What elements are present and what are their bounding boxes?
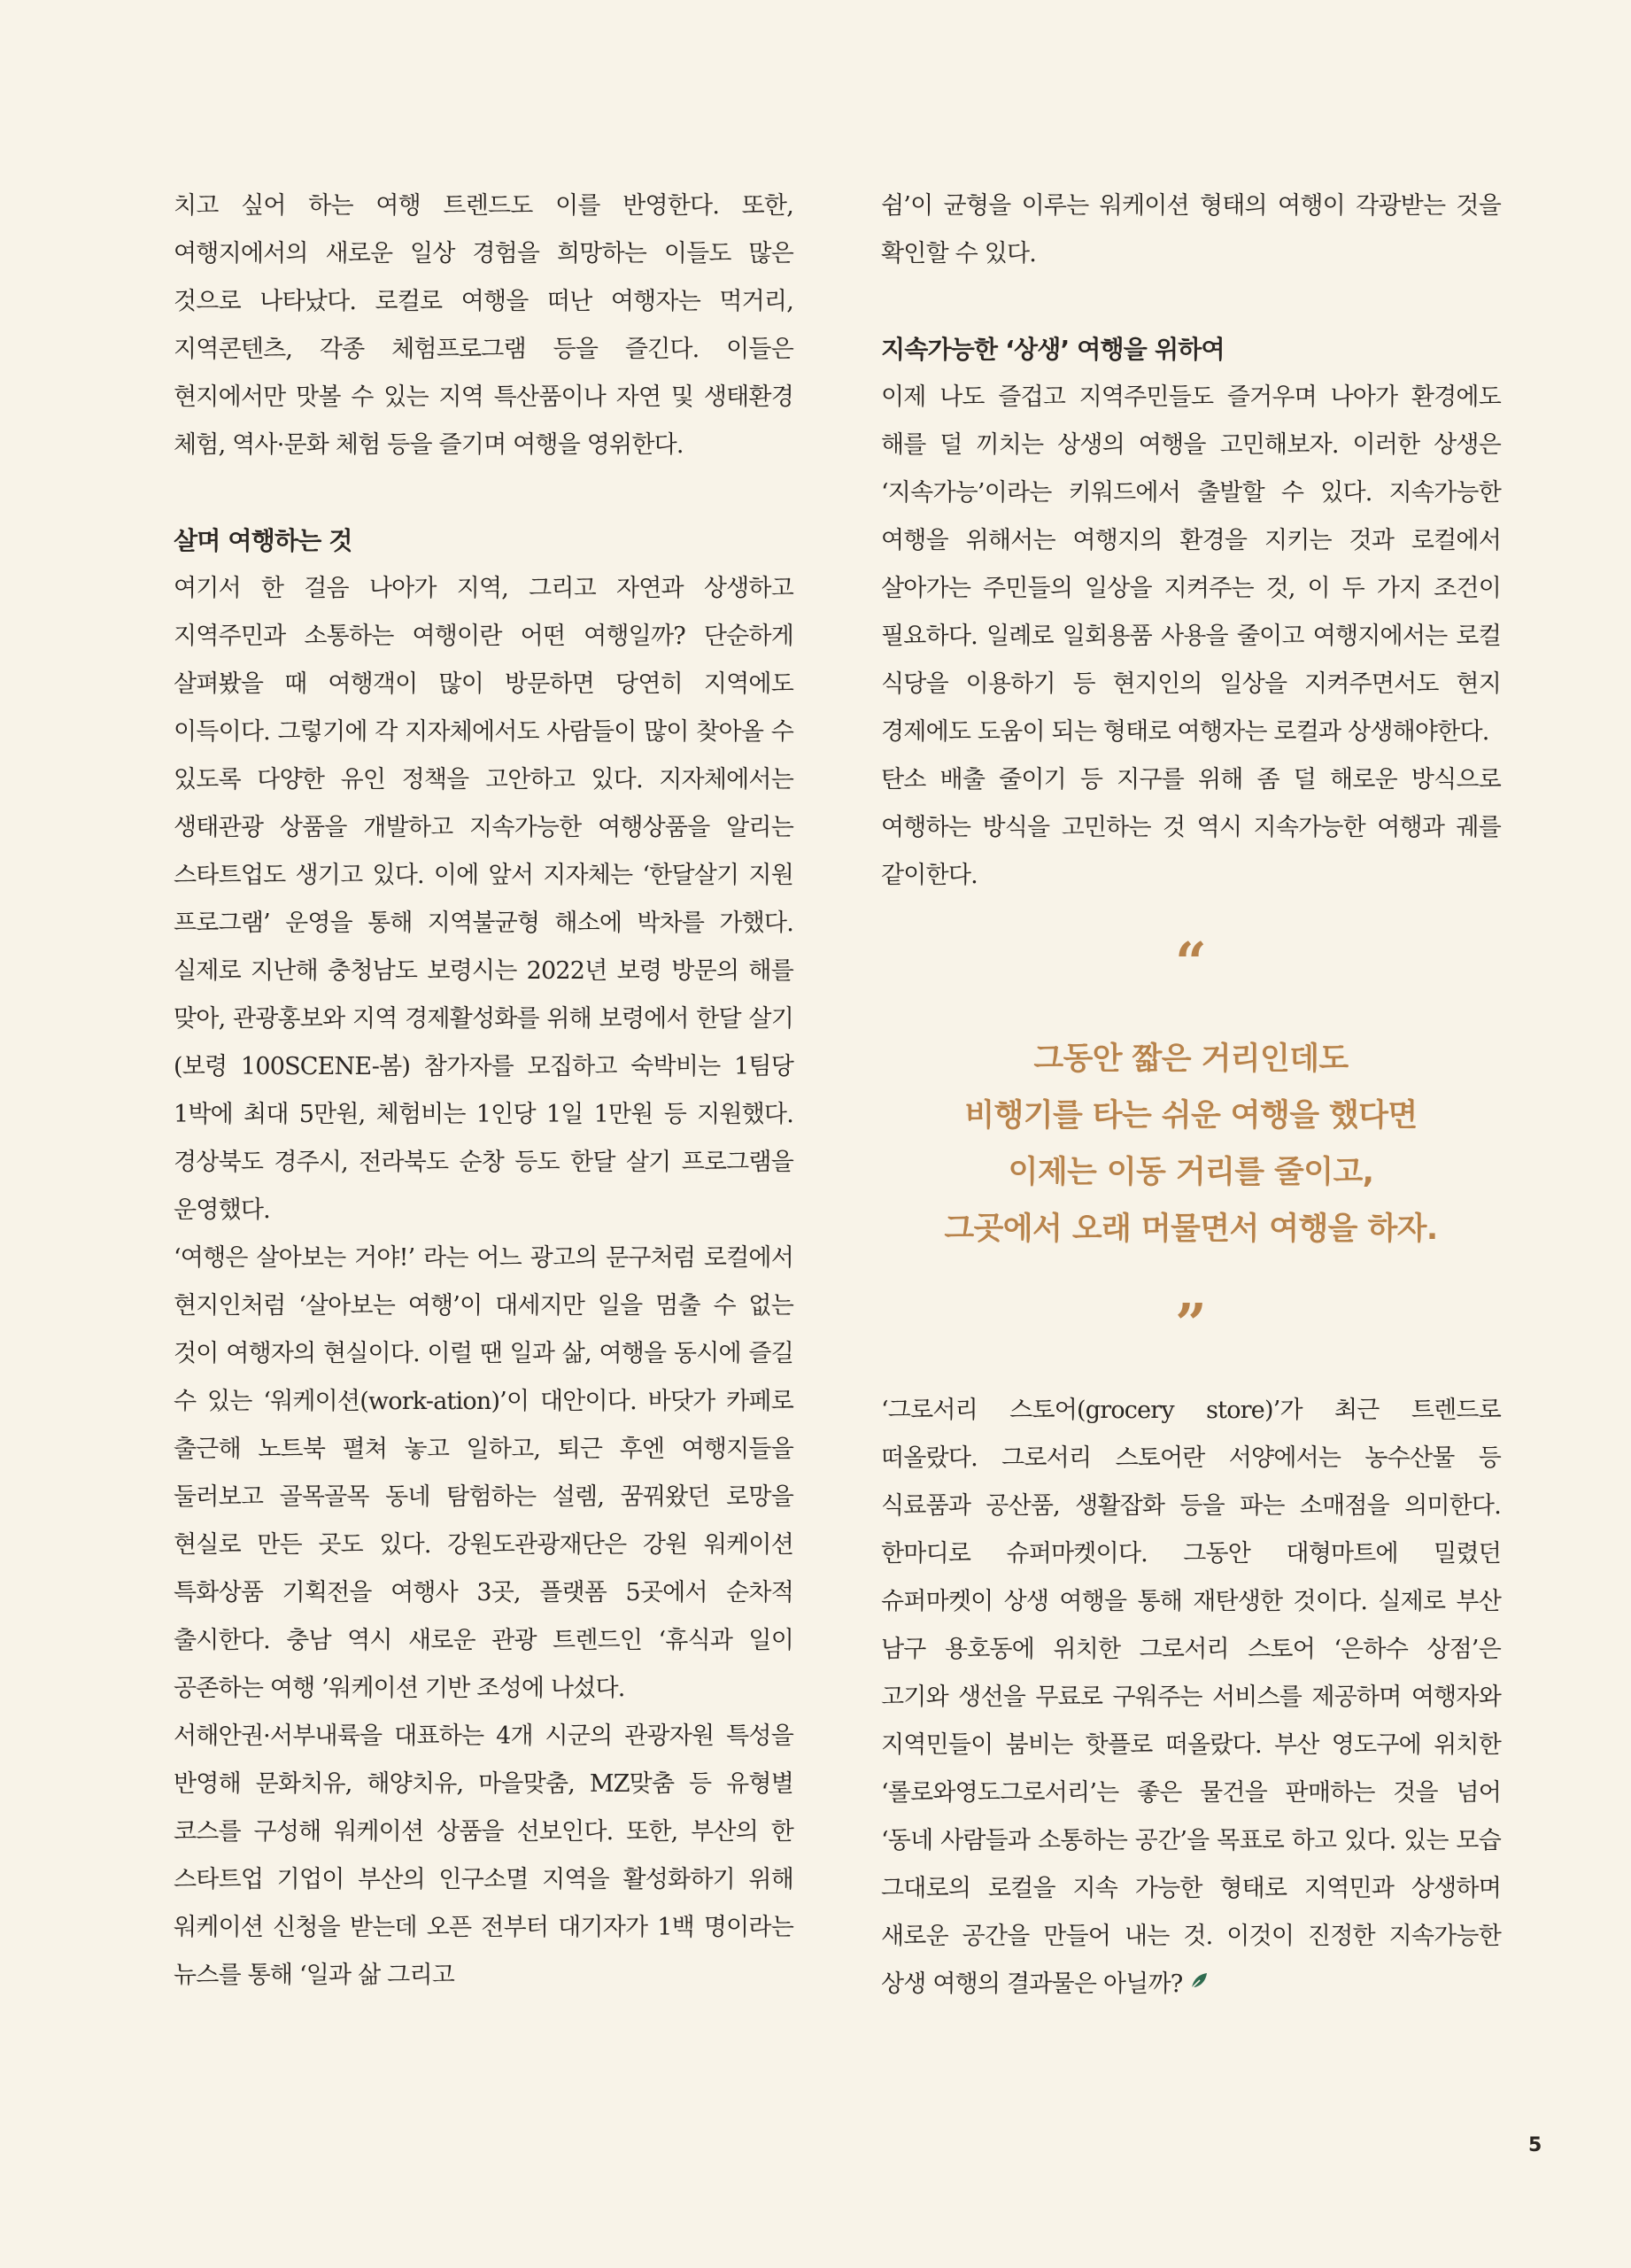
continuation-paragraph: 쉼’이 균형을 이루는 워케이션 형태의 여행이 각광받는 것을 확인할 수 있다. bbox=[881, 192, 1501, 267]
page-number: 5 bbox=[1528, 2134, 1542, 2156]
section-heading-sustainable-travel: 지속가능한 ‘상생’ 여행을 위하여 bbox=[881, 335, 1225, 364]
pull-quote-line: 그곳에서 오래 머물면서 여행을 하자. bbox=[944, 1211, 1438, 1247]
intro-paragraph: 치고 싶어 하는 여행 트렌드도 이를 반영한다. 또한, 여행지에서의 새로운 일상 경험을 희망하는 이들도 많은 것으로 나타났다. 로컬로 여행을 떠난 여행자는 먹거리, 지역콘텐츠, 각종 체험프로그램 등을 즐긴다. 이들은 현지에서만 맛볼 수 있는 지역 특산품이나 자연 및 생태환경 체험, 역사·문화 체험 등을 즐기며 여행을 영위한다. bbox=[174, 192, 793, 459]
section-heading-living-travel: 살며 여행하는 것 bbox=[174, 526, 352, 555]
body-paragraph: ‘여행은 살아보는 거야!’ 라는 어느 광고의 문구처럼 로컬에서 현지인처럼 ‘살아보는 여행’이 대세지만 일을 멈출 수 없는 것이 여행자의 현실이다. 이럴 땐 일과 삶, 여행을 동시에 즐길 수 있는 ‘워케이션(work-ation)’이 대안이다. 바닷가 카페로 출근해 노트북 펼쳐 놓고 일하고, 퇴근 후엔 여행지들을 둘러보고 골목골목 동네 탐험하는 설렘, 꿈꿔왔던 로망을 현실로 만든 곳도 있다. 강원도관광재단은 강원 워케이션 특화상품 기획전을 여행사 3곳, 플랫폼 5곳에서 순차적 출시한다. 충남 역시 새로운 관광 트렌드인 ‘휴식과 일이 공존하는 여행 ’워케이션 기반 조성에 나섰다. bbox=[174, 1244, 794, 1702]
pull-quote-line: 그동안 짧은 거리인데도 bbox=[1033, 1041, 1349, 1077]
left-column bbox=[174, 182, 793, 2000]
leaf-end-icon bbox=[1187, 1962, 1210, 2009]
close-quote-icon: ” bbox=[1175, 1291, 1207, 1356]
body-paragraph bbox=[881, 1387, 1501, 2009]
body-paragraph: 여기서 한 걸음 나아가 지역, 그리고 자연과 상생하고 지역주민과 소통하는 여행이란 어떤 여행일까? 단순하게 살펴봤을 때 여행객이 많이 방문하면 당연히 지역에도 이득이다. 그렇기에 각 지자체에서도 사람들이 많이 찾아올 수 있도록 다양한 유인 정책을 고안하고 있다. 지자체에서는 생태관광 상품을 개발하고 지속가능한 여행상품을 알리는 스타트업도 생기고 있다. 이에 앞서 지자체는 ‘한달살기 지원 프로그램’ 운영을 통해 지역불균형 해소에 박차를 가했다. 실제로 지난해 충청남도 보령시는 2022년 보령 방문의 해를 맞아, 관광홍보와 지역 경제활성화를 위해 보령에서 한달 살기(보령 100SCENE-봄) 참가자를 모집하고 숙박비는 1팀당 1박에 최대 5만원, 체험비는 1인당 1일 1만원 등 지원했다. 경상북도 경주시, 전라북도 순창 등도 한달 살기 프로그램을 운영했다. bbox=[174, 575, 793, 1224]
right-column bbox=[881, 182, 1501, 2009]
pull-quote-line: 비행기를 타는 쉬운 여행을 했다면 bbox=[964, 1098, 1418, 1134]
closing-paragraph-text: ‘그로서리 스토어(grocery store)’가 최근 트렌드로 떠올랐다. 그로서리 스토어란 서양에서는 농수산물 등 식료품과 공산품, 생활잡화 등을 파는 소매점을 의미한다. 한마디로 슈퍼마켓이다. 그동안 대형마트에 밀렸던 슈퍼마켓이 상생 여행을 통해 재탄생한 것이다. 실제로 부산 남구 용호동에 위치한 그로서리 스토어 ‘은하수 상점’은 고기와 생선을 무료로 구워주는 서비스를 제공하며 여행자와 지역민들이 붐비는 핫플로 떠올랐다. 부산 영도구에 위치한 ‘롤로와영도그로서리’는 좋은 물건을 판매하는 것을 넘어 ‘동네 사람들과 소통하는 공간’을 목표로 하고 있다. 있는 모습 그대로의 로컬을 지속 가능한 형태로 지역민과 상생하며 새로운 공간을 만들어 내는 것. 이것이 진정한 지속가능한 상생 여행의 결과물은 아닐까? bbox=[881, 1397, 1501, 1998]
body-paragraph: 탄소 배출 줄이기 등 지구를 위해 좀 덜 해로운 방식으로 여행하는 방식을 고민하는 것 역시 지속가능한 여행과 궤를 같이한다. bbox=[881, 766, 1501, 889]
spacer bbox=[881, 278, 1501, 326]
pull-quote-line: 이제는 이동 거리를 줄이고, bbox=[1008, 1155, 1374, 1190]
pull-quote bbox=[881, 930, 1501, 1356]
body-paragraph: 서해안권·서부내륙을 대표하는 4개 시군의 관광자원 특성을 반영해 문화치유, 해양치유, 마을맞춤, MZ맞춤 등 유형별 코스를 구성해 워케이션 상품을 선보인다. 또한, 부산의 한 스타트업 기업이 부산의 인구소멸 지역을 활성화하기 위해 워케이션 신청을 받는데 오픈 전부터 대기자가 1백 명이라는 뉴스를 통해 ‘일과 삶 그리고 bbox=[174, 1722, 793, 1989]
open-quote-icon: “ bbox=[1175, 930, 1207, 995]
spacer bbox=[174, 469, 793, 517]
body-paragraph: 이제 나도 즐겁고 지역주민들도 즐거우며 나아가 환경에도 해를 덜 끼치는 상생의 여행을 고민해보자. 이러한 상생은 ‘지속가능’이라는 키워드에서 출발할 수 있다. 지속가능한 여행을 위해서는 여행지의 환경을 지키는 것과 로컬에서 살아가는 주민들의 일상을 지켜주는 것, 이 두 가지 조건이 필요하다. 일례로 일회용품 사용을 줄이고 여행지에서는 로컬 식당을 이용하기 등 현지인의 일상을 지켜주면서도 현지 경제에도 도움이 되는 형태로 여행자는 로컬과 상생해야한다. bbox=[881, 383, 1501, 746]
pull-quote-text bbox=[881, 990, 1501, 1297]
